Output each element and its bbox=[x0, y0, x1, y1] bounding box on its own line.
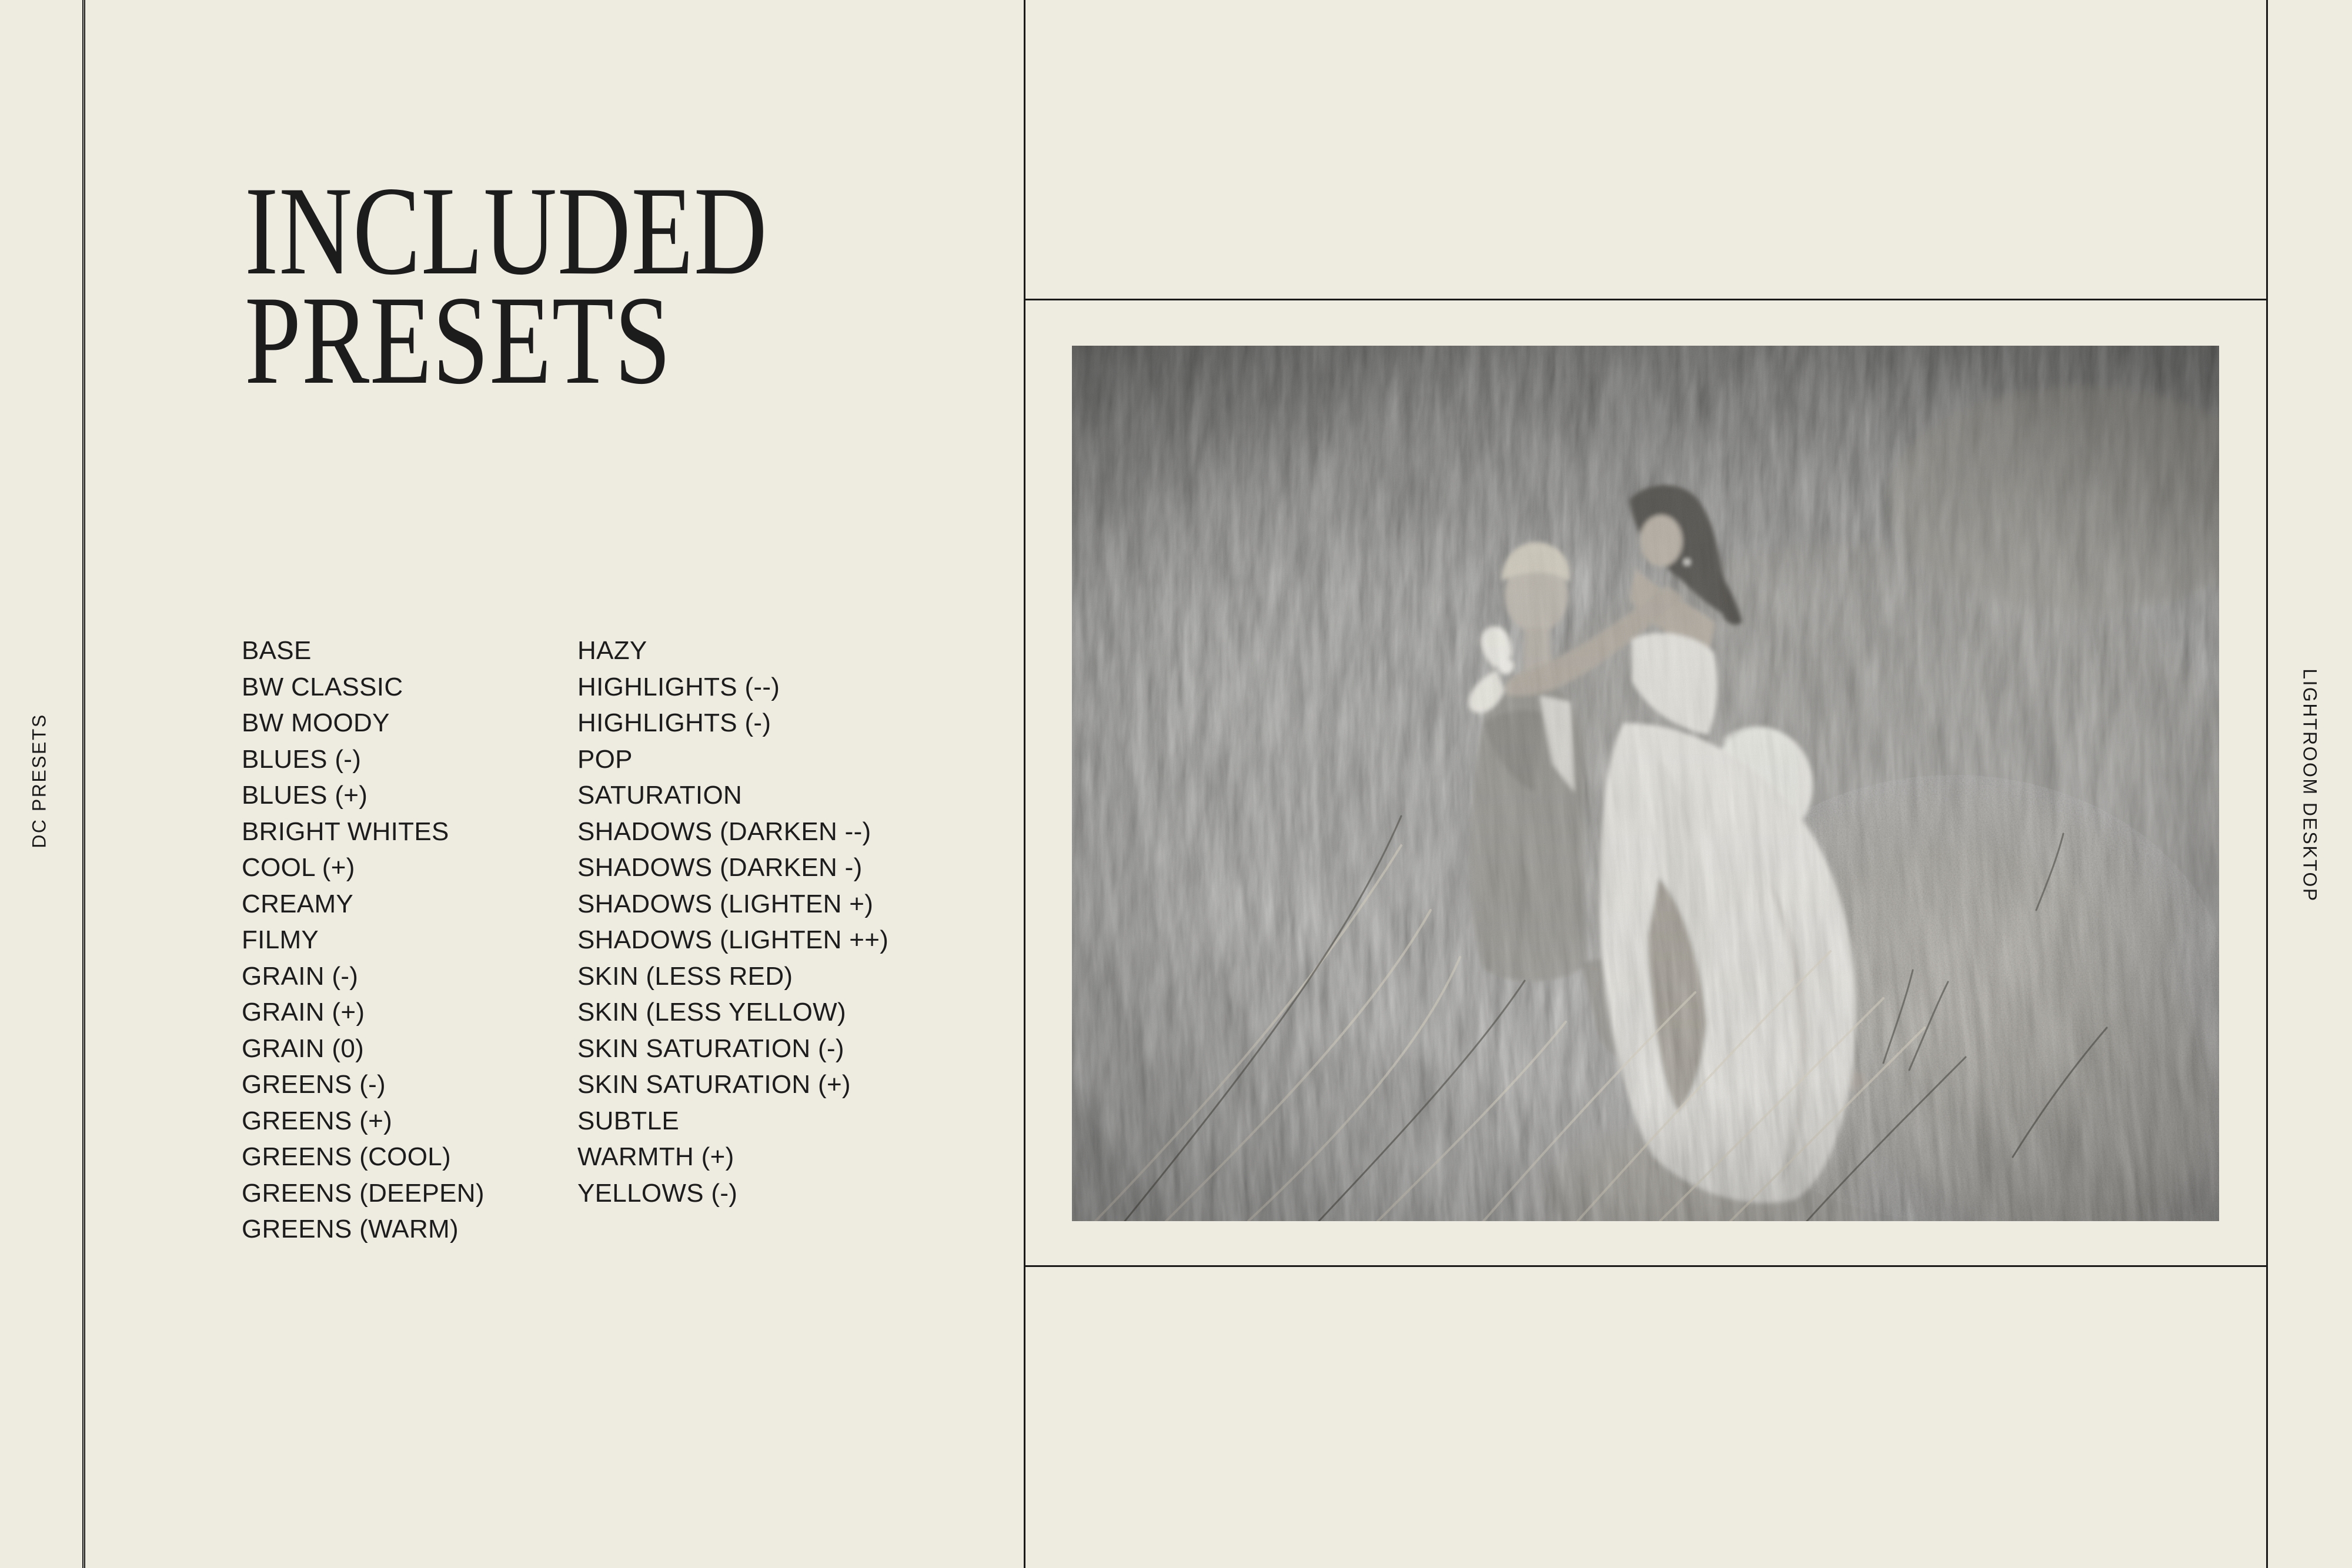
preset-item: COOL (+) bbox=[242, 853, 355, 882]
preset-item: SKIN (LESS YELLOW) bbox=[577, 998, 846, 1027]
preset-item: GRAIN (+) bbox=[242, 998, 365, 1027]
preset-item: GREENS (WARM) bbox=[242, 1215, 459, 1243]
page-title-line1: INCLUDED bbox=[245, 161, 768, 301]
preset-item: GRAIN (-) bbox=[242, 961, 359, 991]
wedding-couple-photo bbox=[1072, 346, 2219, 1221]
preset-item: SKIN SATURATION (-) bbox=[577, 1034, 844, 1063]
preset-item: HAZY bbox=[577, 636, 647, 665]
page-title-line2: PRESETS bbox=[245, 270, 671, 410]
preset-item: GREENS (+) bbox=[242, 1106, 393, 1135]
preset-item: SATURATION bbox=[577, 781, 743, 810]
center-vertical-rule bbox=[1024, 0, 1025, 1568]
page-title bbox=[245, 161, 768, 410]
preset-list-right bbox=[577, 633, 888, 1211]
preset-item: SHADOWS (LIGHTEN +) bbox=[577, 889, 874, 918]
preset-item: GRAIN (0) bbox=[242, 1034, 365, 1063]
preset-item: YELLOWS (-) bbox=[577, 1178, 738, 1208]
vignette bbox=[1072, 346, 2219, 1221]
preset-item: SUBTLE bbox=[577, 1106, 679, 1135]
preset-item: SKIN SATURATION (+) bbox=[577, 1070, 851, 1099]
side-label-dc-presets: DC PRESETS bbox=[28, 713, 50, 848]
preset-item: BLUES (-) bbox=[242, 744, 362, 774]
left-double-rule bbox=[82, 0, 85, 1568]
preset-item: POP bbox=[577, 744, 633, 774]
top-horizontal-rule bbox=[1025, 299, 2266, 300]
wedding-couple-photo-art bbox=[1072, 346, 2219, 1221]
preset-item: BRIGHT WHITES bbox=[242, 817, 449, 846]
preset-item: BW CLASSIC bbox=[242, 672, 403, 701]
preset-item: FILMY bbox=[242, 925, 319, 954]
bottom-horizontal-rule bbox=[1025, 1265, 2266, 1267]
preset-item: BASE bbox=[242, 636, 312, 665]
preset-item: BW MOODY bbox=[242, 708, 390, 737]
side-label-lightroom-desktop: LIGHTROOM DESKTOP bbox=[2299, 668, 2321, 902]
preset-list-left bbox=[242, 633, 485, 1248]
preset-item: SHADOWS (DARKEN --) bbox=[577, 817, 871, 846]
preset-item: WARMTH (+) bbox=[577, 1142, 734, 1171]
preset-item: CREAMY bbox=[242, 889, 354, 918]
preset-item: HIGHLIGHTS (-) bbox=[577, 708, 771, 737]
preset-item: SKIN (LESS RED) bbox=[577, 961, 793, 991]
preset-item: GREENS (COOL) bbox=[242, 1142, 451, 1171]
preset-item: SHADOWS (LIGHTEN ++) bbox=[577, 925, 889, 954]
preset-item: GREENS (DEEPEN) bbox=[242, 1178, 485, 1208]
right-vertical-rule bbox=[2266, 0, 2268, 1568]
preset-item: HIGHLIGHTS (--) bbox=[577, 672, 780, 701]
preset-item: GREENS (-) bbox=[242, 1070, 386, 1099]
preset-item: BLUES (+) bbox=[242, 781, 368, 810]
preset-item: SHADOWS (DARKEN -) bbox=[577, 853, 863, 882]
